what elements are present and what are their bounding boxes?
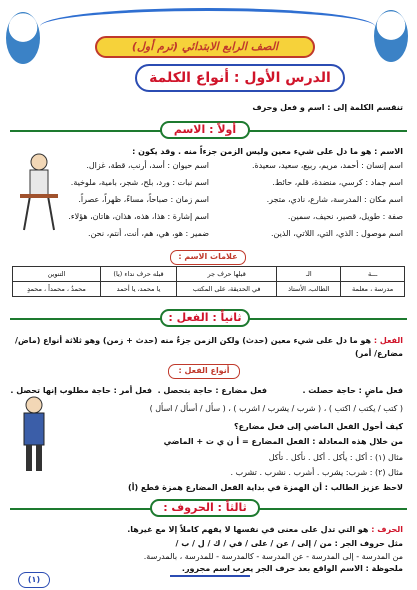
noun-item: ضمير : هو، هي، هم، أنت، أنتم، نحن. — [88, 229, 209, 238]
noun-item: اسم إشارة : هذا، هذه، هذان، هاتان، هؤلاء. — [68, 212, 209, 221]
verb-definition-cont: مضارع/ أمر) — [355, 349, 403, 358]
verb-section-title: ثانياً : الفعل : — [160, 309, 250, 327]
sign-example: مدرسة ، معلمة — [341, 282, 405, 297]
verb-how-question: كيف أحول الفعل الماضي إلى فعل مضارع؟ — [233, 422, 403, 431]
particle-section-title: ثالثاً : الحروف : — [150, 499, 260, 517]
noun-item: صفة : طويل، قصير، نحيف، سمين. — [287, 212, 403, 221]
man-on-chair-illustration — [14, 150, 64, 240]
smurf-right-illustration — [374, 10, 408, 62]
particle-examples-line — [176, 538, 404, 549]
noun-signs-title: علامات الاسم : — [170, 250, 246, 265]
noun-signs-table — [12, 266, 405, 297]
grade-banner: الصف الرابع الابتدائي (ترم أول) — [95, 36, 315, 58]
noun-item: اسم زمان : صباحاً، مساءً، ظهراً، عصراً. — [78, 195, 209, 204]
verb-example-1: مثال (١) : أكل : يأكل . أكل . نأكل . تأكل — [268, 453, 403, 462]
verb-conjugations: ( كتب / يكتب / اكتب ) ، ( شرب / يشرب / اشرب ) ، ( سأل / أسأل / اسأل ) — [149, 404, 403, 413]
verb-definition-label: الفعل : — [373, 336, 403, 345]
verb-how-answer: من خلال هذه المعادلة : الفعل المضارع = أ ن ي ت + الماضي — [163, 437, 403, 446]
noun-left-column — [69, 160, 209, 245]
teacher-illustration — [14, 395, 54, 475]
particle-sentence: من المدرسة - إلى المدرسة - عن المدرسة - كالمدرسة - للمدرسة ، بالمدرسة. — [143, 552, 403, 561]
particle-definition-label: الحرف : — [371, 525, 403, 534]
intro-line: تنقسم الكلمة إلى : اسم و فعل وحرف — [252, 103, 403, 112]
sign-example: محمدٌ ، محمداً ، محمدٍ — [13, 282, 101, 297]
sign-example: الطالب، الأستاذ — [277, 282, 341, 297]
lesson-title: الدرس الأول : أنواع الكلمة — [135, 64, 345, 92]
verb-types-title: أنواع الفعل : — [168, 364, 240, 379]
verb-present: فعل مضارع : حاجة بتحصل . — [157, 386, 267, 395]
sign-header: قبله حرف نداء (يا) — [100, 267, 176, 282]
particle-definition-line — [127, 524, 403, 535]
verb-past: فعل ماضٍ : حاجة حصلت . — [302, 386, 403, 395]
sign-example: يا محمد، يا أحمد — [100, 282, 176, 297]
sign-example: في الحديقة، على المكتب — [177, 282, 277, 297]
particle-examples: من / إلى / عن / على / في / ك / ل / ب / — [175, 539, 332, 548]
noun-right-column — [223, 160, 403, 245]
noun-item: اسم حيوان : أسد، أرنب، قطة، غزال. — [86, 161, 209, 170]
noun-definition: الاسم : هو ما دل على شيء معين وليس الزمن جزءاً منه . وقد يكون : — [132, 147, 403, 156]
verb-definition: هو ما دل على شيء معين (حدث) ولكن الزمن جزءٌ منه (حدث + زمن) وهو ثلاثة أنواع (ماض/ — [15, 336, 372, 345]
noun-item: اسم موصول : الذي، التي، اللاتي، الذين. — [270, 229, 403, 238]
publisher-logo — [170, 575, 250, 589]
sign-header: التنوين — [13, 267, 101, 282]
sign-header: ـــة — [341, 267, 405, 282]
noun-item: اسم نبات : ورد، بلح، شجر، بامية، ملوخية. — [70, 178, 209, 187]
verb-definition-line — [15, 335, 403, 346]
verb-note: لاحظ عزيز الطالب : أن الهمزة في بداية الفعل المضارع همزة قطع (أ) — [128, 483, 403, 492]
particle-definition: هو التي تدل على معنى في نفسها لا يفهم كاملاً إلا مع غيرها. — [127, 525, 369, 534]
noun-item: اسم إنسان : أحمد، مريم، ربيع، سعيد، سعيدة. — [251, 161, 403, 170]
sign-header: قبلها حرف جر — [177, 267, 277, 282]
noun-item: اسم مكان : المدرسة، شارع، نادي، متجر. — [266, 195, 403, 204]
page-number: (١) — [18, 572, 50, 588]
verb-example-2: مثال (٢) : شرب: يشرب . أشرب . نشرب . تشرب . — [230, 468, 403, 477]
noun-section-title: أولاً : الاسم — [160, 121, 250, 139]
particle-examples-label: مثل حروف الجر : — [334, 539, 403, 548]
particle-note: ملحوظة : الاسم الواقع بعد حرف الجر يعرب اسم مجرور. — [181, 564, 403, 573]
smurf-left-illustration — [6, 12, 40, 64]
noun-item: اسم جماد : كرسي، منضدة، قلم، حائط. — [272, 178, 403, 187]
verb-imperative: فعل أمر : حاجة مطلوب إنها تحصل . — [10, 386, 152, 395]
sign-header: الـ — [277, 267, 341, 282]
